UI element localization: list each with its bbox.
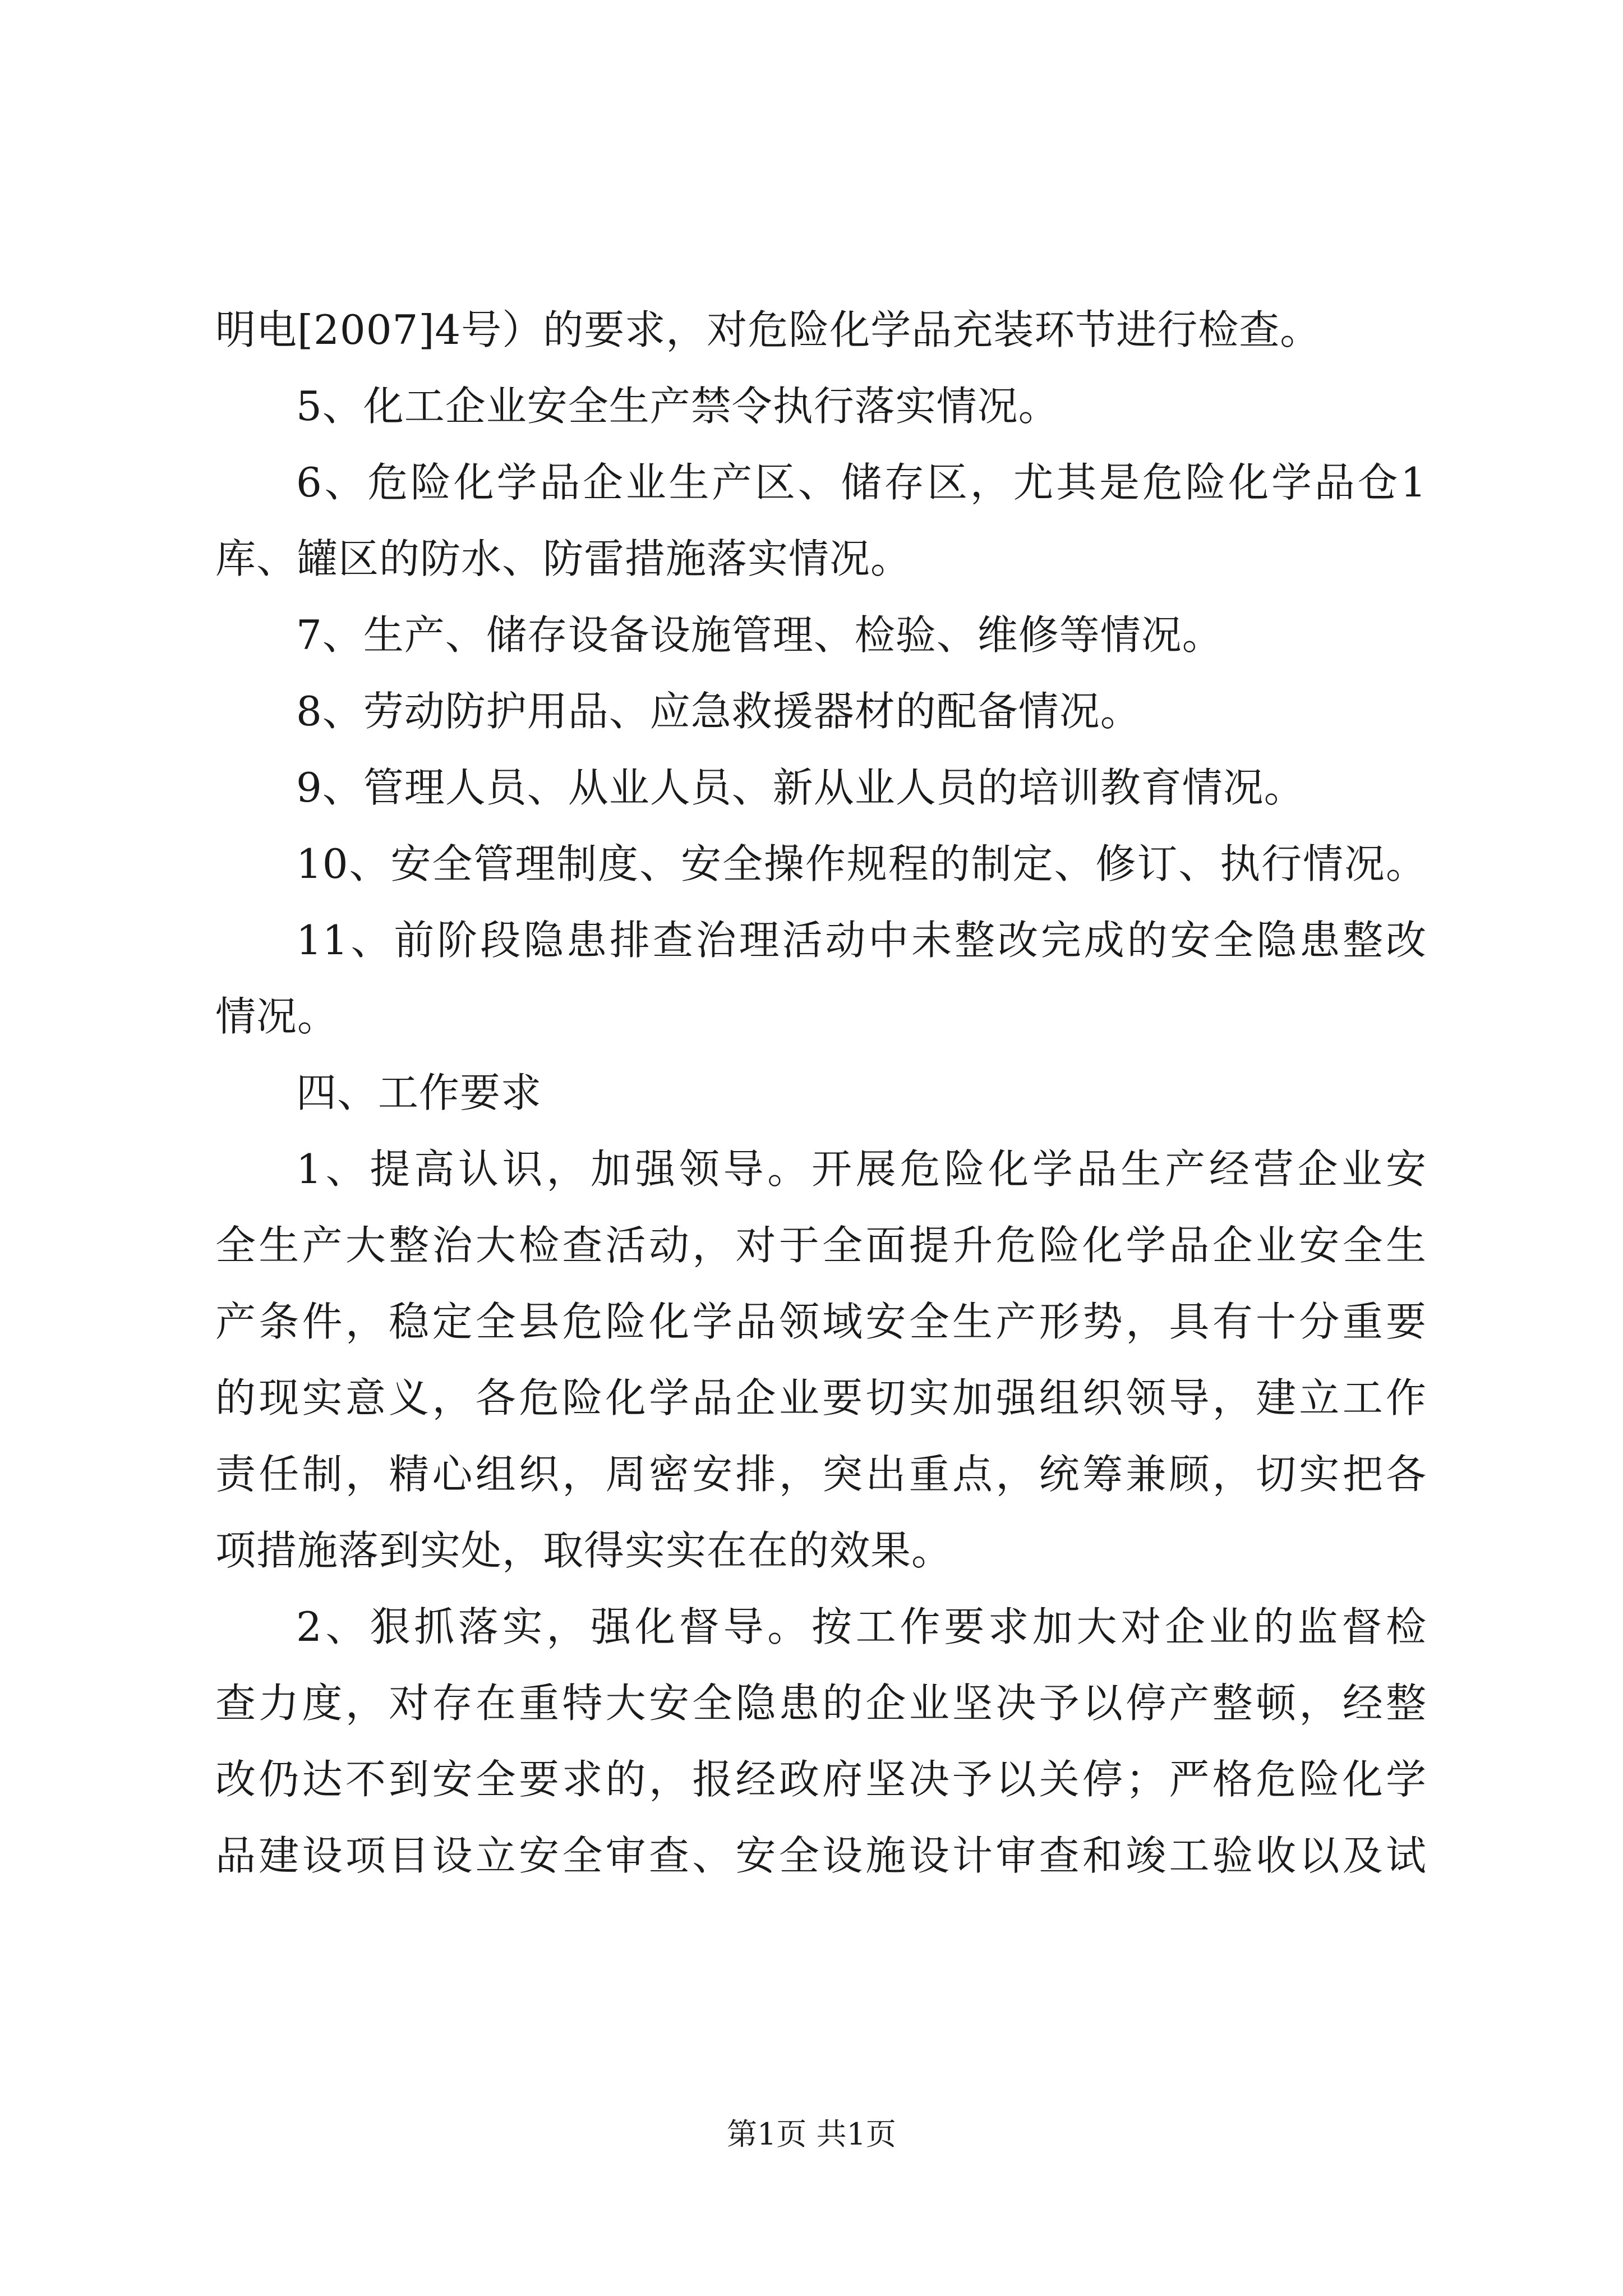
body-text-line: 8、劳动防护用品、应急救援器材的配备情况。 xyxy=(296,688,1141,735)
body-text-line: 7、生产、储存设备设施管理、检验、维修等情况。 xyxy=(296,611,1223,659)
body-text-line: 1、提高认识，加强领导。开展危险化学品生产经营企业安 xyxy=(296,1145,1427,1193)
body-text-line: 11、前阶段隐患排查治理活动中未整改完成的安全隐患整改 xyxy=(296,917,1427,964)
body-text-line: 10、安全管理制度、安全操作规程的制定、修订、执行情况。 xyxy=(296,840,1427,887)
body-text-line: 库、罐区的防水、防雷措施落实情况。 xyxy=(215,535,912,582)
body-text-line: 的现实意义，各危险化学品企业要切实加强组织领导，建立工作 xyxy=(215,1374,1427,1421)
body-text-line: 项措施落到实处，取得实实在在的效果。 xyxy=(215,1527,953,1574)
page-footer: 第1页 共1页 xyxy=(727,2116,896,2152)
body-text-line: 情况。 xyxy=(215,993,339,1040)
body-text-line: 6、危险化学品企业生产区、储存区，尤其是危险化学品仓1 xyxy=(296,459,1427,506)
body-text-line: 改仍达不到安全要求的，报经政府坚决予以关停；严格危险化学 xyxy=(215,1756,1427,1803)
body-text-line: 查力度，对存在重特大安全隐患的企业坚决予以停产整顿，经整 xyxy=(215,1680,1427,1727)
body-text-line: 品建设项目设立安全审查、安全设施设计审查和竣工验收以及试 xyxy=(215,1832,1427,1879)
body-text-line: 5、化工企业安全生产禁令执行落实情况。 xyxy=(296,383,1059,430)
body-text-line: 2、狠抓落实，强化督导。按工作要求加大对企业的监督检 xyxy=(296,1603,1427,1650)
body-text-line: 全生产大整治大检查活动，对于全面提升危险化学品企业安全生 xyxy=(215,1222,1427,1269)
body-text-line: 四、工作要求 xyxy=(296,1069,542,1116)
body-text-line: 明电[2007]4号）的要求，对危险化学品充装环节进行检查。 xyxy=(215,306,1321,353)
body-text-line: 责任制，精心组织，周密安排，突出重点，统筹兼顾，切实把各 xyxy=(215,1451,1427,1498)
body-text-line: 产条件，稳定全县危险化学品领域安全生产形势，具有十分重要 xyxy=(215,1298,1427,1345)
body-text-line: 9、管理人员、从业人员、新从业人员的培训教育情况。 xyxy=(296,764,1305,811)
